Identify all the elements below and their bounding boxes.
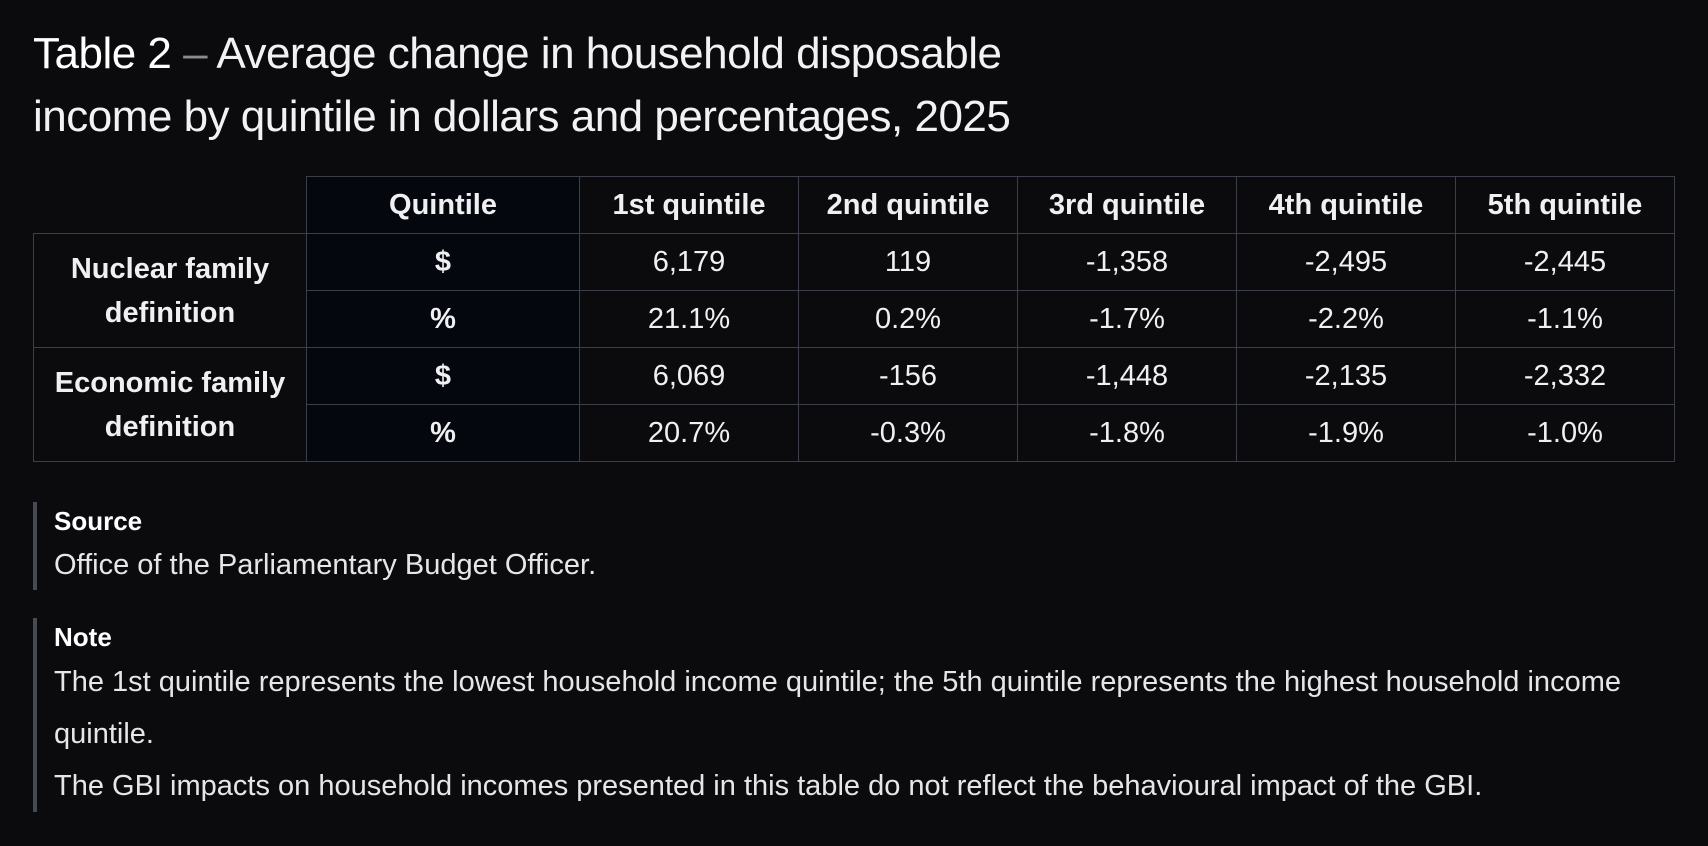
column-header-quintile: Quintile [307,177,580,234]
table-cell: 21.1% [580,291,799,348]
source-text: Office of the Parliamentary Budget Officer. [54,549,597,581]
table-cell: 6,069 [580,348,799,405]
table-cell: -2.2% [1237,291,1456,348]
table-cell: -1.8% [1018,405,1237,462]
table-cell: -1.0% [1456,405,1675,462]
income-change-table [33,176,1675,462]
table-header-row [34,177,1675,234]
table-cell: -1.9% [1237,405,1456,462]
unit-cell: % [307,291,580,348]
column-header-3rd-quintile: 3rd quintile [1018,177,1237,234]
note-block [33,618,1674,812]
source-block [33,502,596,590]
table-row [34,234,1675,291]
note-line-1: The 1st quintile represents the lowest household income quintile; the 5th quintile represents the highest household income quintile. [54,666,1621,750]
source-heading: Source [54,506,143,536]
row-group-nuclear-family: Nuclear family definition [34,234,307,348]
table-cell: -2,445 [1456,234,1675,291]
note-line-2: The GBI impacts on household incomes presented in this table do not reflect the behavioural impact of the GBI. [54,770,1483,802]
note-heading: Note [54,622,112,652]
table-title-label: Table 2 [33,29,172,78]
table-cell: -0.3% [799,405,1018,462]
unit-cell: % [307,405,580,462]
table-title [33,22,1133,148]
title-dash: – [183,29,208,78]
table-row [34,348,1675,405]
table-cell: 0.2% [799,291,1018,348]
table-cell: -2,135 [1237,348,1456,405]
table-cell: -1,358 [1018,234,1237,291]
table-title-text: Average change in household disposable income by quintile in dollars and percentages, 2025 [33,29,1011,141]
table-cell: -1.1% [1456,291,1675,348]
table-cell: -2,332 [1456,348,1675,405]
unit-cell: $ [307,348,580,405]
table-cell: -2,495 [1237,234,1456,291]
column-header-5th-quintile: 5th quintile [1456,177,1675,234]
table-cell: 119 [799,234,1018,291]
column-header-2nd-quintile: 2nd quintile [799,177,1018,234]
table-cell: -156 [799,348,1018,405]
column-header-1st-quintile: 1st quintile [580,177,799,234]
table-cell: -1,448 [1018,348,1237,405]
table-cell: 20.7% [580,405,799,462]
row-group-economic-family: Economic family definition [34,348,307,462]
table-corner-cell [34,177,307,234]
unit-cell: $ [307,234,580,291]
column-header-4th-quintile: 4th quintile [1237,177,1456,234]
table-cell: -1.7% [1018,291,1237,348]
table-cell: 6,179 [580,234,799,291]
